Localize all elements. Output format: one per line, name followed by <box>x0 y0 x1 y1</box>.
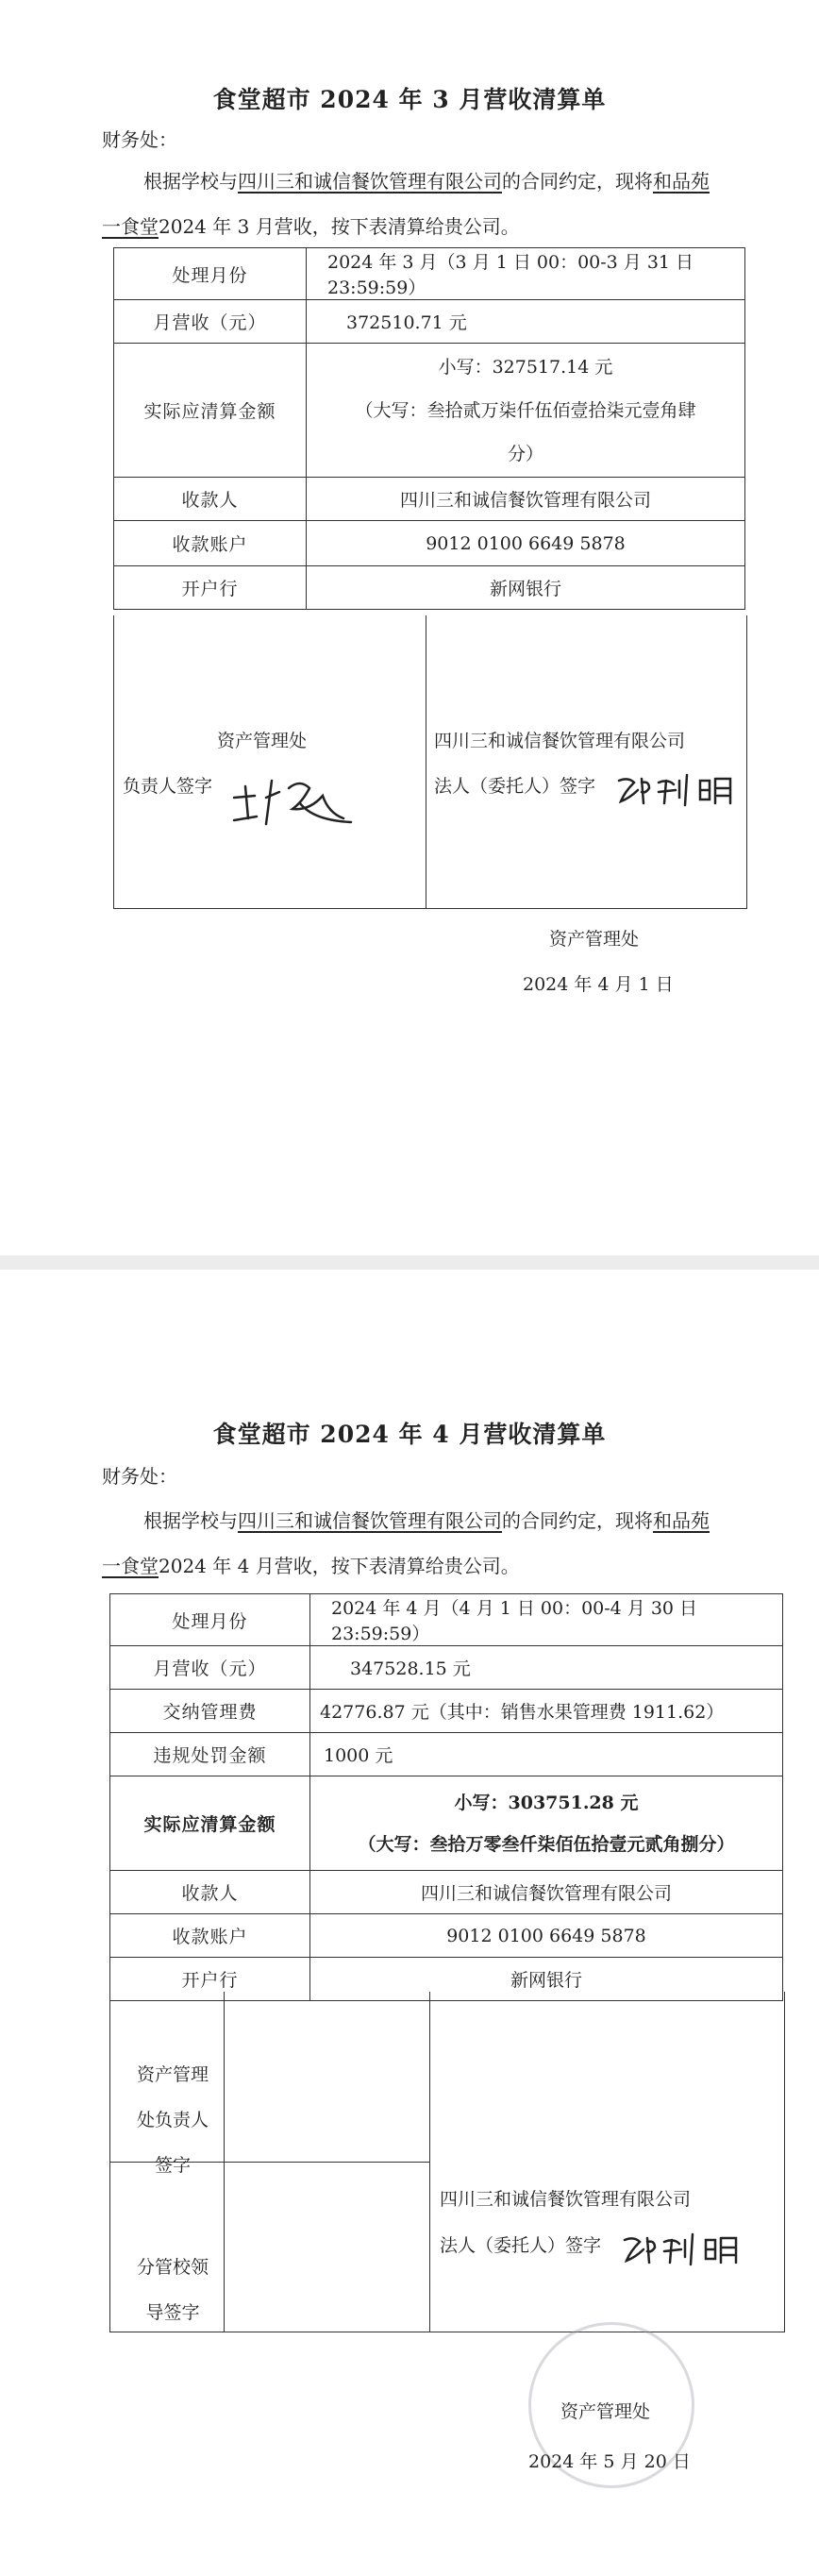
paragraph-line-1 <box>143 166 710 194</box>
handwritten-signature-denglimimg <box>619 2229 760 2270</box>
revenue-label: 月营收（元） <box>114 300 307 344</box>
account-value: 9012 0100 6649 5878 <box>307 521 745 566</box>
divider <box>429 1992 430 2332</box>
revenue-label: 月营收（元） <box>110 1646 310 1690</box>
place-name: 和品苑 <box>653 1509 710 1532</box>
document-title: 食堂超市 2024 年 3 月营收清算单 <box>212 86 607 113</box>
payee-value: 四川三和诚信餐饮管理有限公司 <box>310 1871 783 1914</box>
sig-asset-dept <box>130 2059 215 2181</box>
bank-value: 新网银行 <box>310 1958 783 2001</box>
sig-line: 资产管理 <box>136 2064 209 2085</box>
footer-date: 2024 年 4 月 1 日 <box>523 974 674 995</box>
sig-line: 处负责人 <box>136 2110 209 2130</box>
paragraph-text: 根据学校与 <box>143 1509 238 1532</box>
sig-company: 四川三和诚信餐饮管理有限公司 <box>434 731 686 751</box>
bank-value: 新网银行 <box>307 566 745 610</box>
party-name: 四川三和诚信餐饮管理有限公司 <box>238 170 502 193</box>
handwritten-signature-denglimimg <box>613 769 745 811</box>
revenue-value: 372510.71 元 <box>307 300 745 344</box>
footer-date: 2024 年 5 月 20 日 <box>528 2451 691 2472</box>
settle-value <box>307 344 745 478</box>
paragraph-text: 的合同约定，现将 <box>502 170 653 193</box>
addressee: 财务处： <box>102 128 177 151</box>
settle-small: 小写：303751.28 元 <box>454 1792 639 1813</box>
payee-value: 四川三和诚信餐饮管理有限公司 <box>307 478 745 521</box>
sig-role: 负责人签字 <box>123 776 213 797</box>
settle-big: （大写：叁拾万零叁仟柒佰伍拾壹元贰角捌分） <box>358 1833 735 1855</box>
signature-area <box>113 615 747 909</box>
settle-big: （大写：叁拾贰万柒仟伍佰壹拾柒元壹角肆 <box>355 399 696 421</box>
paragraph-text: 2024 年 3 月营收，按下表清算给贵公司。 <box>159 215 520 238</box>
footer-dept: 资产管理处 <box>560 2401 651 2422</box>
handwritten-signature-wangbo <box>217 750 359 840</box>
settlement-table <box>109 1593 783 2001</box>
document-title: 食堂超市 2024 年 4 月营收清算单 <box>212 1421 607 1448</box>
settlement-table <box>113 247 745 610</box>
account-label: 收款账户 <box>110 1914 310 1958</box>
sig-line: 导签字 <box>145 2302 200 2323</box>
document-page-april <box>0 1270 819 2576</box>
period-value: 2024 年 3 月（3 月 1 日 00：00-3 月 31 日 23:59:59） <box>307 248 745 300</box>
sig-legal-role: 法人（委托人）签字 <box>434 776 596 797</box>
sig-legal-role: 法人（委托人）签字 <box>440 2235 602 2256</box>
party-name: 四川三和诚信餐饮管理有限公司 <box>238 1509 502 1532</box>
payee-label: 收款人 <box>110 1871 310 1914</box>
paragraph-line-1 <box>143 1506 710 1533</box>
revenue-value: 347528.15 元 <box>310 1646 783 1690</box>
sig-company: 四川三和诚信餐饮管理有限公司 <box>440 2189 692 2210</box>
account-value: 9012 0100 6649 5878 <box>310 1914 783 1958</box>
sig-line: 签字 <box>154 2155 191 2176</box>
fee-label: 交纳管理费 <box>110 1690 310 1733</box>
settle-small: 小写：327517.14 元 <box>438 356 613 378</box>
sig-line: 分管校领 <box>136 2257 209 2278</box>
settle-label: 实际应清算金额 <box>114 344 307 478</box>
settle-big-end: 分） <box>507 443 543 464</box>
addressee: 财务处： <box>102 1465 177 1488</box>
place-name: 一食堂 <box>102 1555 159 1577</box>
paragraph-text: 根据学校与 <box>143 170 238 193</box>
sig-dept: 资产管理处 <box>217 731 308 751</box>
bank-label: 开户行 <box>114 566 307 610</box>
account-label: 收款账户 <box>114 521 307 566</box>
document-page-march <box>0 0 819 1255</box>
penalty-value: 1000 元 <box>310 1733 783 1776</box>
period-label: 处理月份 <box>110 1594 310 1646</box>
place-name: 一食堂 <box>102 215 159 238</box>
payee-label: 收款人 <box>114 478 307 521</box>
period-value: 2024 年 4 月（4 月 1 日 00：00-4 月 30 日 23:59:59） <box>310 1594 783 1646</box>
fee-value: 42776.87 元（其中：销售水果管理费 1911.62） <box>310 1690 783 1733</box>
settle-label: 实际应清算金额 <box>110 1776 310 1871</box>
sig-school-leader <box>130 2251 215 2329</box>
settle-value <box>310 1776 783 1871</box>
place-name: 和品苑 <box>653 170 710 193</box>
paragraph-line-2 <box>102 1551 520 1578</box>
paragraph-text: 的合同约定，现将 <box>502 1509 653 1532</box>
penalty-label: 违规处罚金额 <box>110 1733 310 1776</box>
bank-label: 开户行 <box>110 1958 310 2001</box>
footer-dept: 资产管理处 <box>549 929 640 950</box>
paragraph-text: 2024 年 4 月营收，按下表清算给贵公司。 <box>159 1555 520 1577</box>
paragraph-line-2 <box>102 211 520 239</box>
period-label: 处理月份 <box>114 248 307 300</box>
